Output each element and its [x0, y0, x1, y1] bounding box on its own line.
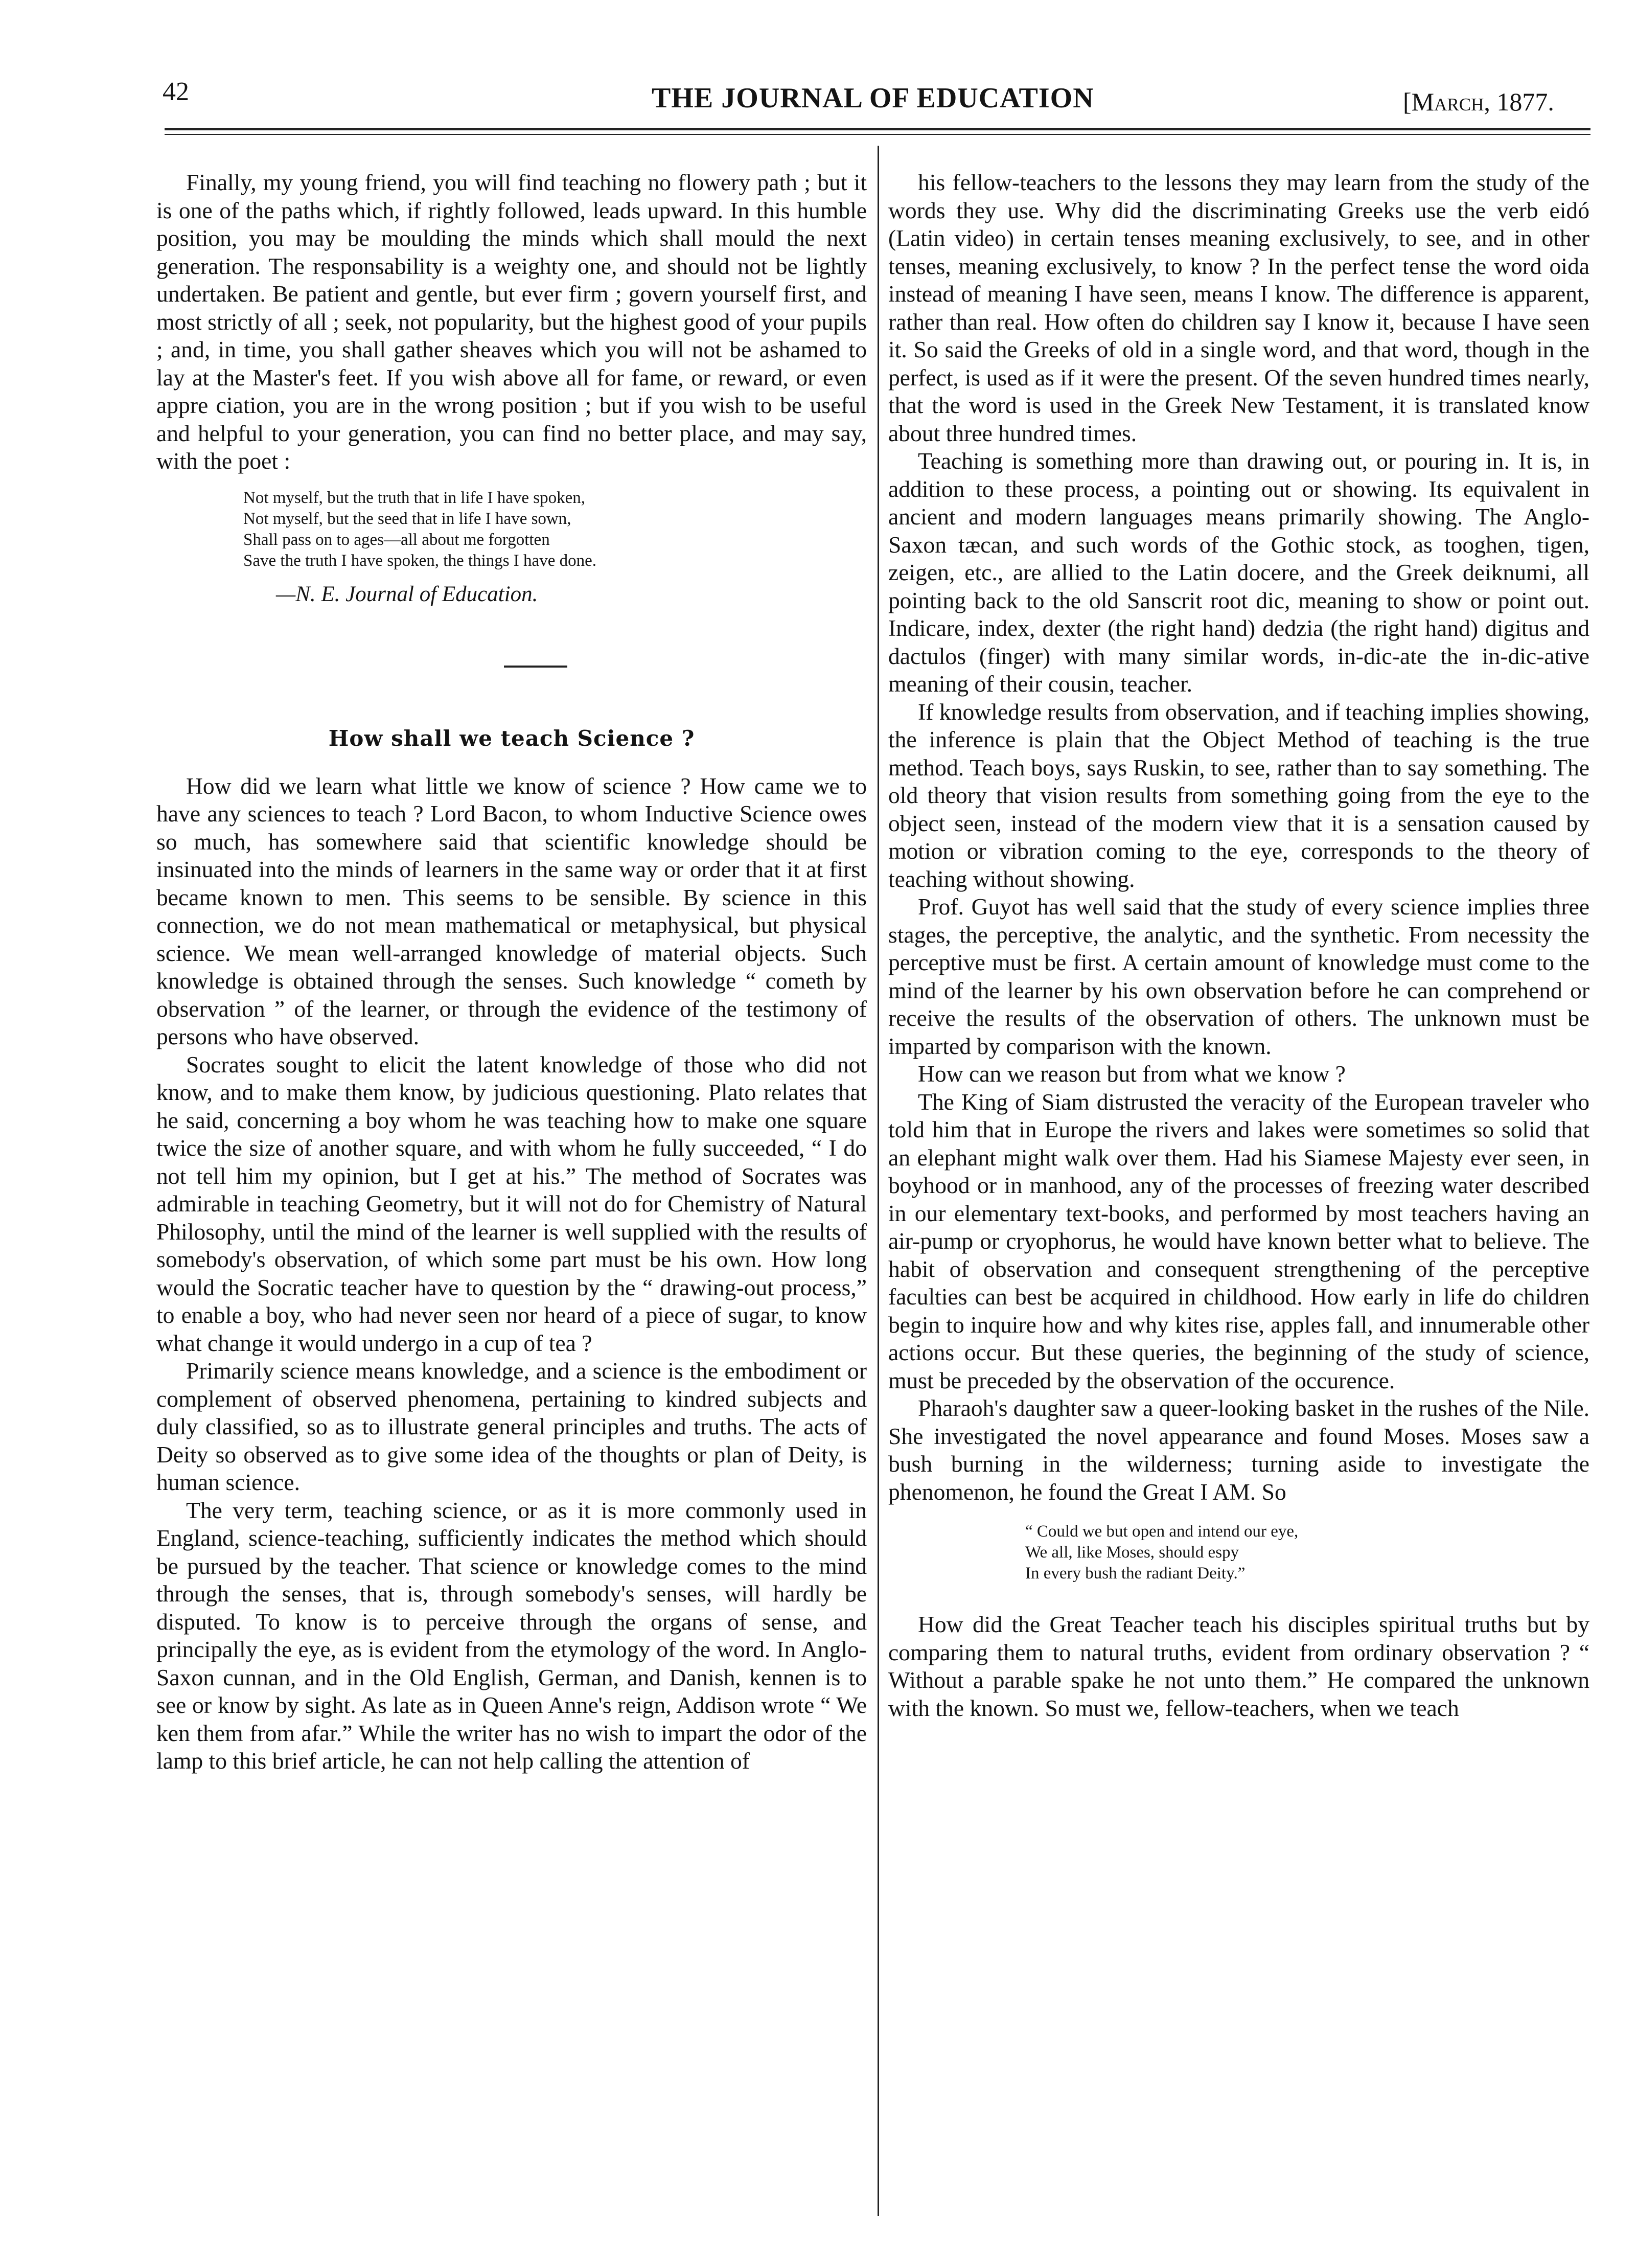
article-paragraph: Teaching is something more than drawing out, or pouring in. It is, in addition to these process, a pointing out or showing. Its equivalent in ancient and modern languages means primarily showing. The Anglo-Saxon tæcan, and such words of the Gothic stock, as tooghen, tigen, zeigen, etc., are allied to the Latin docere, and the Greek deiknumi, all pointing back to the old Sanscrit root dic, meaning to show or point out. Indicare, index, dexter (the right hand) dedzia (the right hand) digitus and dactulos (finger) with many similar words, in-dic-ate the in-dic-ative meaning of their cousin, teacher. — [888, 448, 1589, 697]
attribution: —N. E. Journal of Education. — [276, 582, 538, 606]
article-paragraph: The very term, teaching science, or as it is more commonly used in England, science-teaching, sufficiently indicates the method which should be pursued by the teacher. That science or knowledge comes to the mind through the senses, that is, through somebody's senses, will hardly be disputed. To know is to perceive through the organs of sense, and principally the eye, as is evident from the etymology of the word. In Anglo-Saxon cunnan, and in the Old English, German, and Danish, kennen is to see or know by sight. As late as in Queen Anne's reign, Addison wrote “ We ken them from afar.” While the writer has no wish to impart the odor of the lamp to this brief article, he can not help calling the attention of — [156, 1497, 867, 1774]
article-paragraph: Pharaoh's daughter saw a queer-looking basket in the rushes of the Nile. She investigated the novel appearance and found Moses. Moses saw a bush burning in the wilderness; turning aside to investigate the phenomenon, he found the Great I AM. So — [888, 1395, 1589, 1505]
article-paragraph: Finally, my young friend, you will find teaching no flowery path ; but it is one of the paths which, if rightly followed, leads upward. In this humble position, you may be moulding the minds which shall mould the next generation. The responsability is a weighty one, and should not be lightly undertaken. Be patient and gentle, but ever firm ; govern yourself first, and most strictly of all ; seek, not popularity, but the highest good of your pupils ; and, in time, you shall gather sheaves which you will not be ashamed to lay at the Master's feet. If you wish above all for fame, or reward, or even appre ciation, you are in the wrong position ; but if you wish to be useful and helpful to your generation, you can find no better place, and may say, with the poet : — [156, 169, 867, 474]
article-paragraph: Primarily science means knowledge, and a science is the embodiment or complement of observed phenomena, pertaining to kindred subjects and duly classified, so as to illustrate general principles and truths. The acts of Deity so observed as to give some idea of the thoughts or plan of Deity, is human science. — [156, 1358, 867, 1495]
header-rule-thin — [165, 134, 1590, 135]
article-paragraph: If knowledge results from observation, and if teaching implies showing, the inference is plain that the Object Method of teaching is the true method. Teach boys, says Ruskin, to see, rather than to say something. The old theory that vision results from something going from the eye to the object seen, instead of the modern view that it is a sensation caused by motion or vibration coming to the eye, corresponds to the theory of teaching without showing. — [888, 698, 1589, 892]
journal-title: THE JOURNAL OF EDUCATION — [652, 82, 1094, 114]
poem-line: Shall pass on to ages—all about me forgotten — [243, 530, 550, 549]
poem-line: Not myself, but the truth that in life I have spoken, — [243, 488, 586, 507]
page-number: 42 — [163, 77, 189, 106]
poem-line: Not myself, but the seed that in life I have sown, — [243, 509, 571, 528]
article-heading: How shall we teach Science ? — [328, 726, 695, 751]
issue-date: [March, 1877. — [1403, 87, 1554, 116]
poem-line: In every bush the radiant Deity.” — [1025, 1564, 1246, 1583]
header-rule-thick — [165, 128, 1590, 130]
poem-quote — [243, 488, 867, 571]
article-paragraph: his fellow-teachers to the lessons they may learn from the study of the words they use. Why did the discriminating Greeks use the verb eidó (Latin video) in certain tenses meaning exclusively, to see, and in other tenses, meaning exclusively, to know ? In the perfect tense the word oida instead of meaning I have seen, means I know. The difference is apparent, rather than real. How often do children say I know it, because I have seen it. So said the Greeks of old in a single word, and that word, though in the perfect, is used as if it were the present. Of the seven hundred times nearly, that the word is used in the Greek New Testament, it is translated know about three hundred times. — [888, 169, 1589, 446]
article-paragraph: The King of Siam distrusted the veracity of the European traveler who told him that in Europe the rivers and lakes were sometimes so solid that an elephant might walk over them. Had his Siamese Majesty ever seen, in boyhood or in manhood, any of the processes of freezing water described in our elementary text-books, and performed by most teachers having an air-pump or cryophorus, he would have known better what to believe. The habit of observation and consequent strengthening of the perceptive faculties can best be acquired in childhood. How early in life do children begin to inquire how and why kites rise, apples fall, and innumerable other actions occur. But these queries, the beginning of the study of science, must be preceded by the observation of the occurence. — [888, 1088, 1589, 1393]
poem-line: Save the truth I have spoken, the things I have done. — [243, 551, 596, 570]
section-divider — [504, 666, 567, 668]
article-paragraph: How did the Great Teacher teach his disciples spiritual truths but by comparing them to natural truths, evident from ordinary observation ? “ Without a parable spake he not unto them.” He compared the unknown with the known. So must we, fellow-teachers, when we teach — [888, 1611, 1589, 1721]
article-paragraph: Prof. Guyot has well said that the study of every science implies three stages, the perceptive, the analytic, and the synthetic. From necessity the perceptive must be first. A certain amount of knowledge must come to the mind of the learner by his own observation before he can comprehend or receive the results of the observation of others. The unknown must be imparted by comparison with the known. — [888, 894, 1589, 1059]
left-column — [156, 169, 867, 1775]
article-paragraph: How did we learn what little we know of science ? How came we to have any sciences to teach ? Lord Bacon, to whom Inductive Science owes so much, has somewhere said that scientific knowledge should be insinuated into the minds of learners in the same way or order that it at first became known to men. This seems to be sensible. By science in this connection, we do not mean mathematical or metaphysical, but physical science. We mean well-arranged knowledge of material objects. Such knowledge is obtained through the senses. Such knowledge “ cometh by observation ” of the learner, or through the evidence of the testimony of persons who have observed. — [156, 772, 867, 1049]
poem-line: We all, like Moses, should espy — [1025, 1543, 1239, 1562]
poem-line: “ Could we but open and intend our eye, — [1025, 1522, 1299, 1541]
poem-quote — [1025, 1521, 1589, 1584]
article-paragraph: How can we reason but from what we know ? — [918, 1061, 1346, 1087]
column-divider — [878, 146, 879, 2216]
right-column — [888, 169, 1589, 1722]
article-paragraph: Socrates sought to elicit the latent knowledge of those who did not know, and to make them know, by judicious questioning. Plato relates that he said, concerning a boy whom he was teaching how to make one square twice the size of another square, and with whom he fully succeeded, “ I do not tell him my opinion, but I get at his.” The method of Socrates was admirable in teaching Geometry, but it will not do for Chemistry of Natural Philosophy, until the mind of the learner is well supplied with the results of somebody's observation, of which some part must be his own. How long would the Socratic teacher have to question by the “ drawing-out process,” to enable a boy, who had never seen nor heard of a piece of sugar, to know what change it would undergo in a cup of tea ? — [156, 1051, 867, 1356]
